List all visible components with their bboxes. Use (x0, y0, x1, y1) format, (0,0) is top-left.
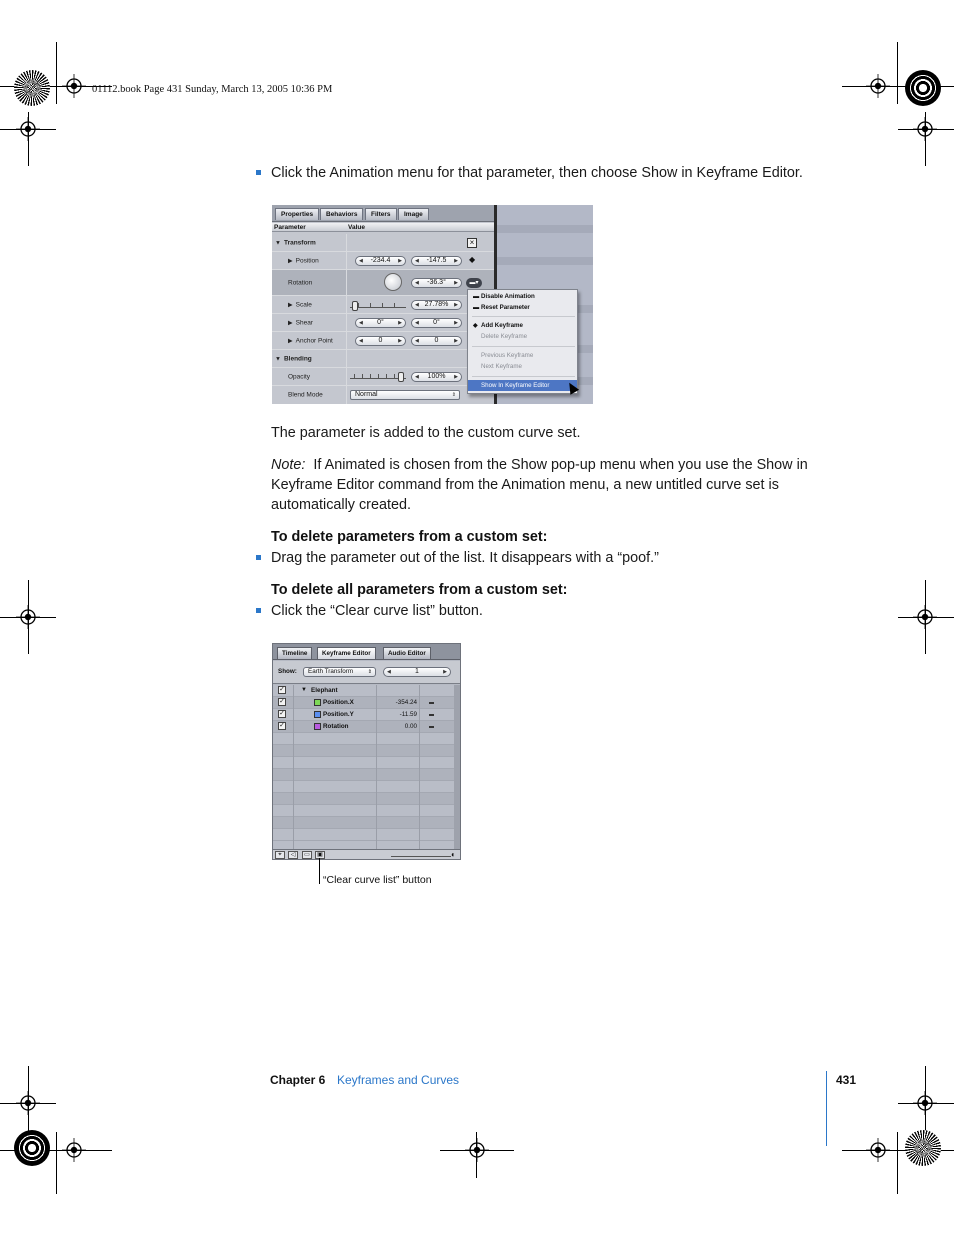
curve-color-swatch (314, 699, 321, 706)
registration-mark-icon (16, 1091, 40, 1115)
curve-name: Position.X (323, 699, 354, 706)
vertical-scrollbar[interactable] (454, 685, 460, 849)
result-paragraph: The parameter is added to the custom curve set. (271, 425, 581, 441)
footer-divider (826, 1071, 827, 1146)
empty-row (273, 757, 454, 769)
note-body: If Animated is chosen from the Show pop-up menu when you use the Show in Keyframe Editor command from the Animation menu, a new untitled curve set is automatically created. (271, 457, 808, 513)
registration-mark-icon (866, 1138, 890, 1162)
list-item-group (273, 685, 454, 697)
disclosure-down-icon[interactable]: ▼ (275, 356, 281, 362)
close-icon[interactable]: × (467, 238, 477, 248)
print-stamp: 01112.book Page 431 Sunday, March 13, 2005 10:36 PM (92, 84, 333, 95)
rotation-dial[interactable] (384, 273, 402, 291)
popup-arrows-icon: ⇕ (367, 669, 372, 675)
animation-state-icon[interactable] (429, 714, 434, 716)
keyframe-editor-toolbar (273, 849, 460, 859)
empty-row (273, 733, 454, 745)
curve-value: -11.59 (399, 711, 417, 718)
list-item (273, 709, 454, 721)
registration-mark-icon (16, 117, 40, 141)
menu-add-keyframe[interactable]: ◆ Add Keyframe (473, 322, 523, 329)
callout-clear-curve-list: “Clear curve list” button (323, 874, 432, 886)
animation-state-icon[interactable] (429, 702, 434, 704)
anchor-y-field[interactable]: ◀ 0 ▶ (411, 336, 462, 346)
empty-row (273, 745, 454, 757)
audio-icon[interactable]: ◁ (288, 851, 298, 859)
tab-behaviors[interactable]: Behaviors (320, 208, 363, 220)
animation-menu (467, 289, 578, 394)
row-blending (272, 350, 494, 368)
row-rotation (272, 270, 494, 296)
disclosure-right-icon[interactable]: ▶ (288, 258, 293, 264)
bullet-icon (256, 555, 261, 560)
row-anchor-point (272, 332, 494, 350)
transform-label: Transform (283, 239, 316, 246)
scale-field[interactable]: ◀ 27.78% ▶ (411, 300, 462, 310)
shear-x-field[interactable]: ◀ 0° ▶ (355, 318, 406, 328)
tab-timeline[interactable]: Timeline (277, 647, 312, 659)
show-bar (273, 661, 460, 684)
column-parameter: Parameter (274, 224, 306, 231)
note-label: Note: (271, 457, 306, 473)
tab-keyframe-editor[interactable]: Keyframe Editor (317, 647, 376, 659)
curve-set-popup[interactable]: Earth Transform ⇕ (303, 667, 376, 677)
save-curve-set-icon[interactable]: ▭ (302, 851, 312, 859)
curve-checkbox[interactable]: ✓ (279, 710, 285, 717)
keyframe-diamond-icon[interactable]: ◆ (469, 255, 476, 264)
registration-mark-icon (913, 1091, 937, 1115)
curve-list (273, 685, 454, 849)
concentric-mark-icon (14, 1130, 50, 1166)
registration-mark-icon (62, 74, 86, 98)
empty-row (273, 769, 454, 781)
inspector-tabs (272, 205, 494, 222)
empty-row (273, 781, 454, 793)
group-checkbox[interactable]: ✓ (279, 686, 285, 693)
curve-value: -354.24 (395, 699, 417, 706)
row-position (272, 252, 494, 270)
row-opacity (272, 368, 494, 386)
empty-row (273, 793, 454, 805)
list-item (273, 697, 454, 709)
bullet-icon (256, 608, 261, 613)
edit-tool-icon[interactable]: ⌖ (275, 851, 285, 859)
blending-label: Blending (283, 355, 312, 362)
menu-disable-animation[interactable]: ▬ Disable Animation (473, 293, 535, 300)
callout-leader-line (319, 858, 320, 884)
bullet-icon (256, 170, 261, 175)
curve-color-swatch (314, 711, 321, 718)
delete-all-bullet: Click the “Clear curve list” button. (271, 603, 483, 619)
group-name: Elephant (311, 687, 338, 694)
shear-y-field[interactable]: ◀ 0° ▶ (411, 318, 462, 328)
registration-mark-icon (866, 74, 890, 98)
column-value: Value (348, 224, 365, 231)
row-shear (272, 314, 494, 332)
disclosure-right-icon[interactable]: ▶ (288, 338, 293, 344)
curve-name: Rotation (323, 723, 349, 730)
heading-delete-parameters: To delete parameters from a custom set: (271, 529, 548, 545)
disclosure-right-icon[interactable]: ▶ (288, 302, 293, 308)
menu-delete-keyframe: Delete Keyframe (481, 333, 528, 340)
tab-audio-editor[interactable]: Audio Editor (383, 647, 431, 659)
zoom-icon[interactable]: ◐ (451, 850, 456, 859)
registration-mark-icon (913, 605, 937, 629)
anchor-point-label: Anchor Point (295, 337, 333, 344)
empty-row (273, 829, 454, 841)
slider-knob[interactable] (398, 372, 404, 382)
row-blend-mode (272, 386, 494, 404)
scale-slider[interactable] (350, 300, 406, 308)
blend-mode-popup[interactable]: Normal ⇕ (350, 390, 460, 400)
menu-next-keyframe: Next Keyframe (481, 363, 522, 370)
delete-bullet: Drag the parameter out of the list. It disappears with a “poof.” (271, 550, 659, 566)
disclosure-right-icon[interactable]: ▶ (288, 320, 293, 326)
column-header (272, 223, 494, 232)
tab-image[interactable]: Image (398, 208, 429, 220)
shear-label: Shear (295, 319, 313, 326)
footer-chapter: Chapter 6 (270, 1073, 326, 1087)
registration-mark-icon (913, 117, 937, 141)
step-paragraph: Click the Animation menu for that parameter, then choose Show in Keyframe Editor. (271, 165, 803, 181)
page-number: 431 (836, 1073, 857, 1087)
scale-label: Scale (295, 301, 312, 308)
menu-show-in-keyframe-editor[interactable]: Show In Keyframe Editor (481, 382, 550, 389)
tab-properties[interactable]: Properties (275, 208, 319, 220)
disclosure-down-icon[interactable]: ▼ (301, 687, 307, 693)
curve-name: Position.Y (323, 711, 354, 718)
concentric-mark-icon (905, 70, 941, 106)
list-item (273, 721, 454, 733)
slider-knob[interactable] (352, 301, 358, 311)
empty-row (273, 817, 454, 829)
registration-mark-icon (465, 1138, 489, 1162)
timing-pane-tabs (273, 644, 460, 660)
frame-field[interactable]: ◀ 1 ▶ (383, 667, 451, 677)
anchor-x-field[interactable]: ◀ 0 ▶ (355, 336, 406, 346)
clear-curve-list-button[interactable]: ▣ (315, 851, 325, 859)
starburst-mark-icon (905, 1130, 941, 1166)
opacity-field[interactable]: ◀ 100% ▶ (411, 372, 462, 382)
disclosure-down-icon[interactable]: ▼ (275, 240, 281, 246)
show-label: Show: (278, 668, 297, 675)
inspector-panel (272, 205, 494, 404)
empty-row (273, 805, 454, 817)
opacity-label: Opacity (288, 373, 311, 380)
rotation-field[interactable]: ◀ -36.3° ▶ (411, 278, 462, 288)
row-scale (272, 296, 494, 314)
position-label: Position (295, 257, 319, 264)
rotation-label: Rotation (288, 279, 313, 286)
starburst-mark-icon (14, 70, 50, 106)
registration-mark-icon (62, 1138, 86, 1162)
position-y-field[interactable]: ◀ -147.5 ▶ (411, 256, 462, 266)
zoom-slider[interactable] (391, 853, 451, 857)
note-paragraph (271, 455, 821, 515)
heading-delete-all-parameters: To delete all parameters from a custom set: (271, 582, 568, 598)
opacity-slider[interactable] (350, 371, 406, 379)
registration-mark-icon (16, 605, 40, 629)
curve-checkbox[interactable]: ✓ (279, 698, 285, 705)
menu-previous-keyframe: Previous Keyframe (481, 352, 534, 359)
footer-chapter-title: Keyframes and Curves (337, 1073, 460, 1087)
tab-filters[interactable]: Filters (365, 208, 397, 220)
curve-checkbox[interactable]: ✓ (279, 722, 285, 729)
animation-menu-button[interactable]: ▬▾ (466, 278, 482, 288)
row-transform (272, 234, 494, 252)
animation-state-icon[interactable] (429, 726, 434, 728)
curve-value: 0.00 (404, 723, 417, 730)
blend-mode-label: Blend Mode (288, 391, 323, 399)
menu-reset-parameter[interactable]: ▬ Reset Parameter (473, 304, 530, 311)
position-x-field[interactable]: ◀ -234.4 ▶ (355, 256, 406, 266)
keyframe-editor-screenshot (272, 643, 461, 860)
curve-color-swatch (314, 723, 321, 730)
inspector-screenshot (272, 205, 593, 404)
